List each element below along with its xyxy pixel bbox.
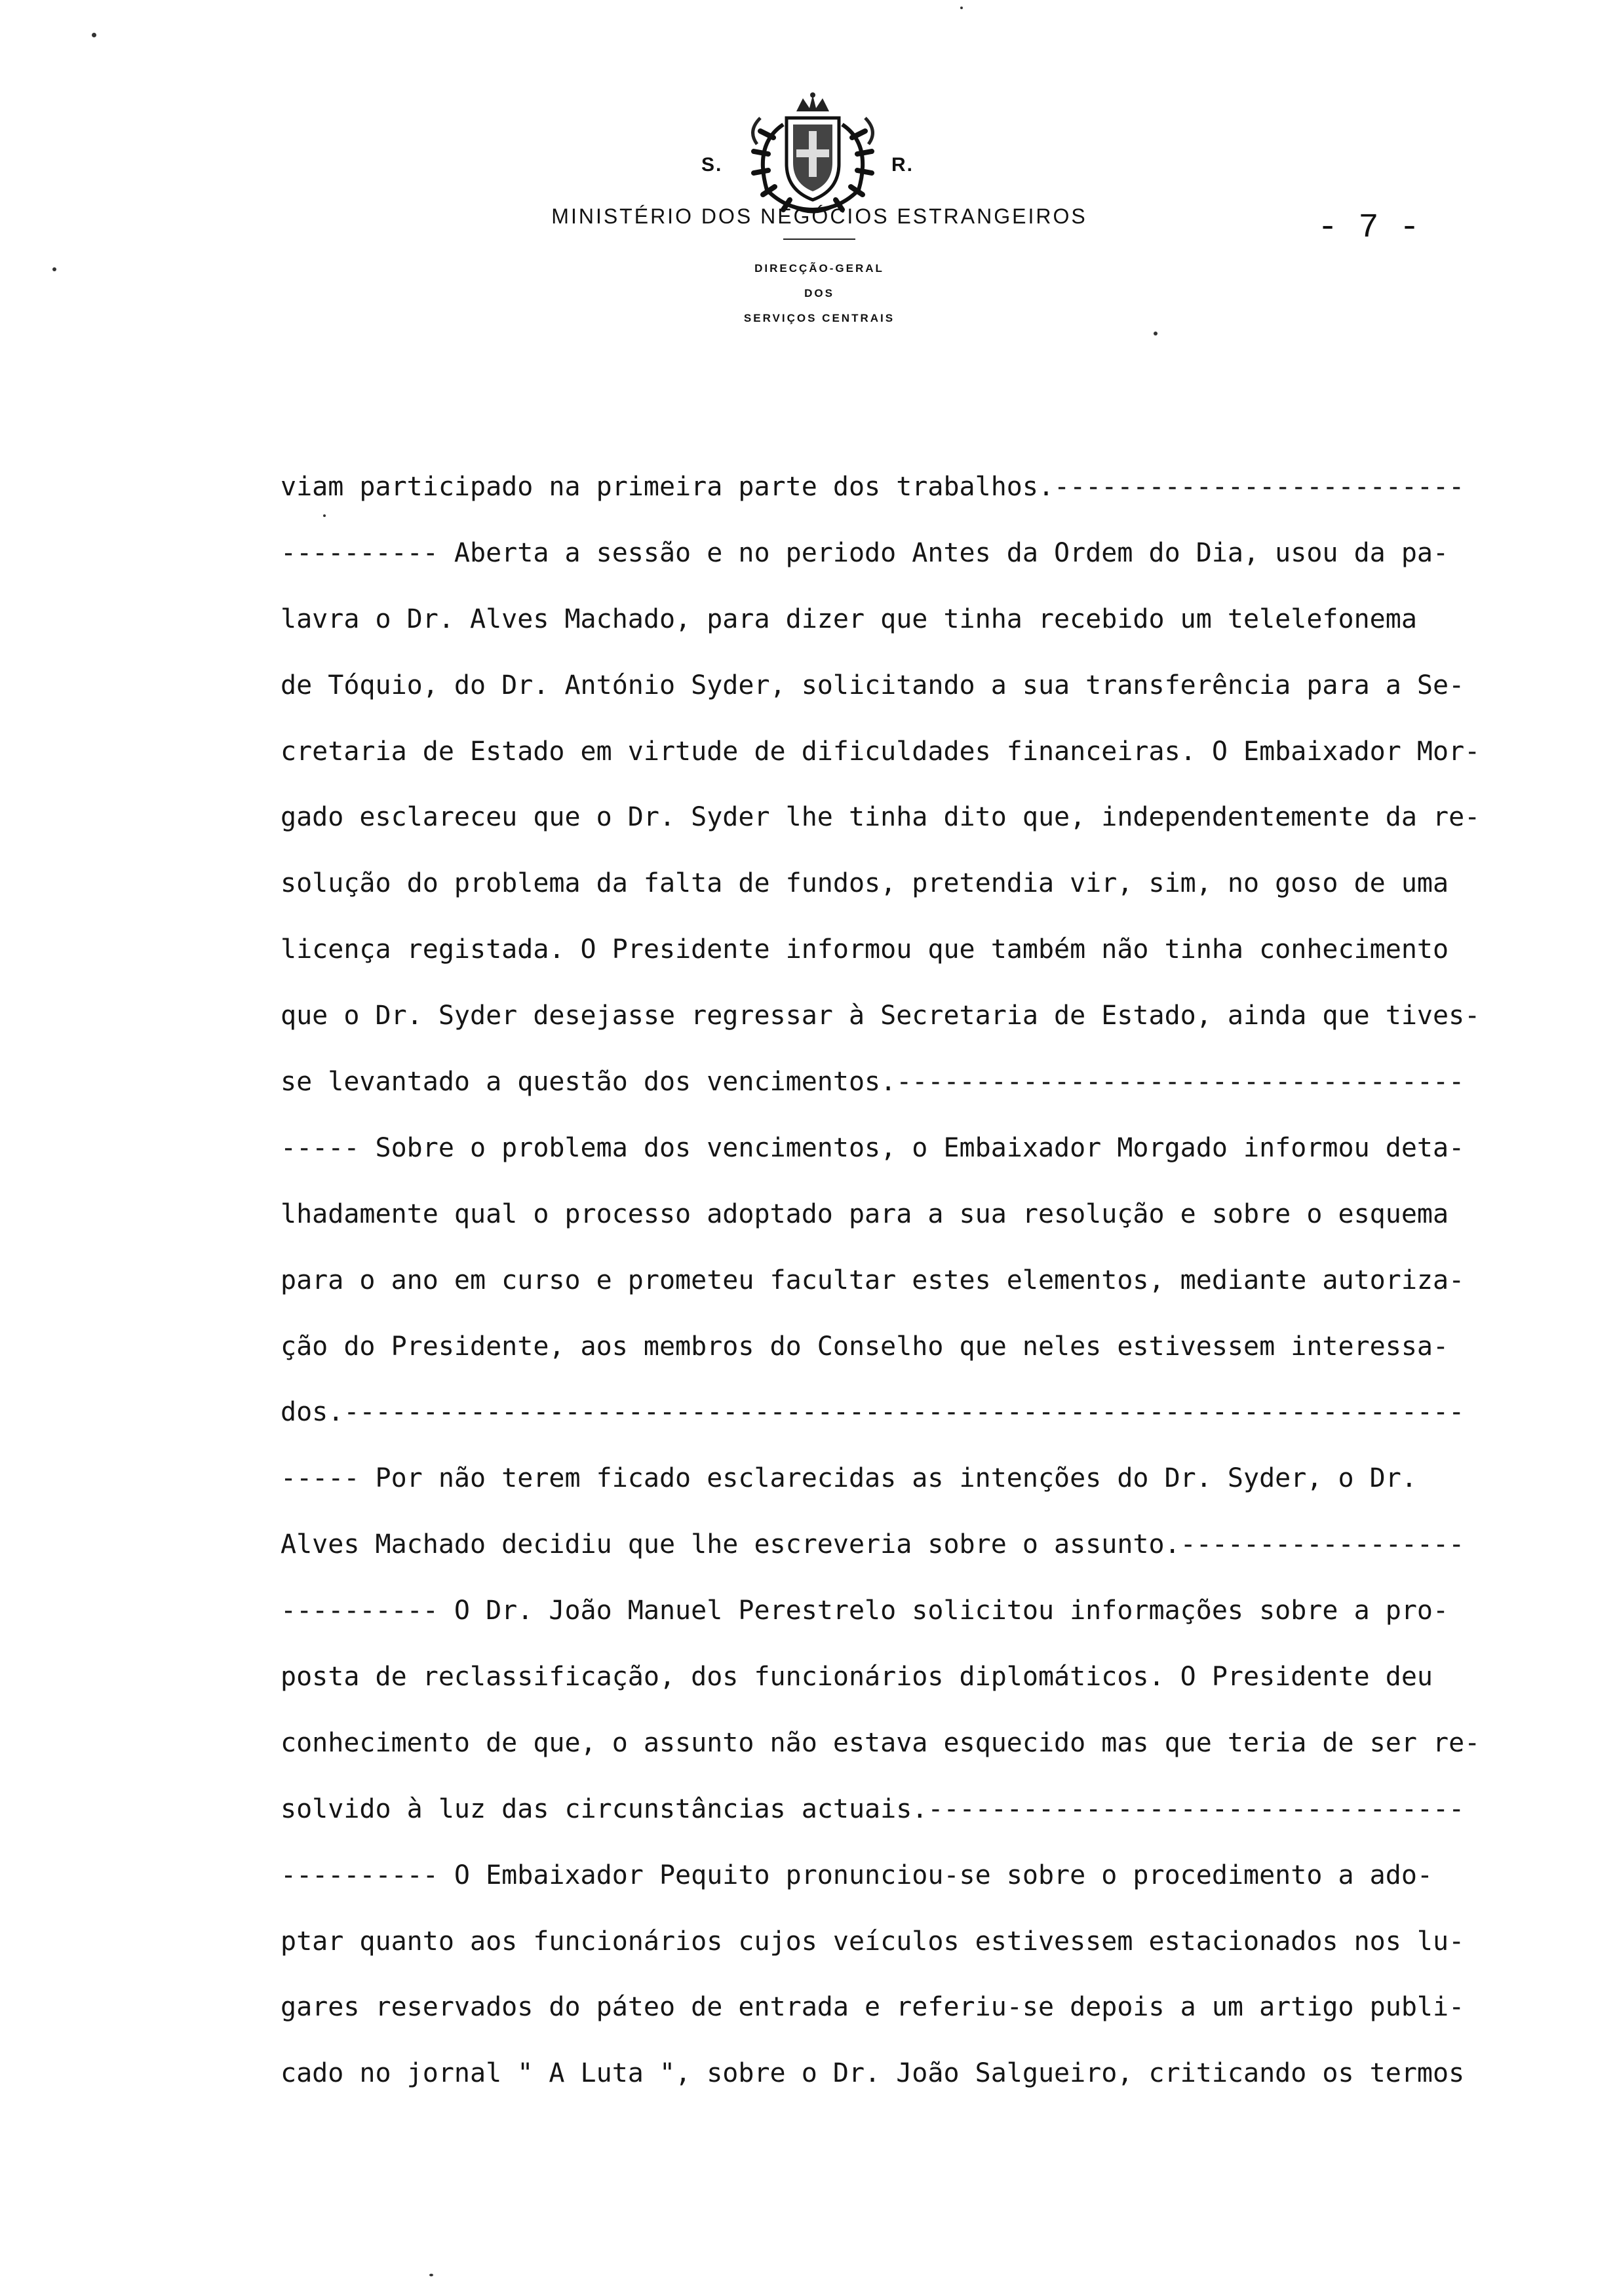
department-line: SERVIÇOS CENTRAIS <box>743 312 895 324</box>
text-line: ---------- Aberta a sessão e no periodo Antes da Ordem do Dia, usou da pa- <box>281 537 1449 568</box>
scan-speck <box>1154 332 1158 335</box>
text-line: cretaria de Estado em virtude de dificuldades financeiras. O Embaixador Mor- <box>281 736 1481 767</box>
right-initial: R. <box>891 154 914 176</box>
page-number: - 7 - <box>1317 208 1420 247</box>
text-line: posta de reclassificação, dos funcionários diplomáticos. O Presidente deu <box>281 1662 1433 1693</box>
scan-speck <box>429 2274 433 2276</box>
text-line: solução do problema da falta de fundos, pretendia vir, sim, no goso de uma <box>281 868 1449 899</box>
minutes-body <box>281 454 1546 2107</box>
left-initial: S. <box>701 154 723 176</box>
ministry-name: MINISTÉRIO DOS NEGÓCIOS ESTRANGEIROS <box>551 204 1087 228</box>
coat-of-arms-icon <box>741 92 885 216</box>
text-line: viam participado na primeira parte dos trabalhos.-------------------------- <box>281 472 1465 502</box>
scan-speck <box>323 514 326 517</box>
department-line: DOS <box>804 287 834 299</box>
text-line: licença registada. O Presidente informou que também não tinha conhecimento <box>281 934 1449 965</box>
scan-speck <box>92 33 96 37</box>
text-line: se levantado a questão dos vencimentos.------------------------------------ <box>281 1067 1465 1098</box>
letterhead-rule <box>783 239 855 240</box>
text-line: ptar quanto aos funcionários cujos veículos estivessem estacionados nos lu- <box>281 1926 1465 1957</box>
text-line: lavra o Dr. Alves Machado, para dizer que tinha recebido um telelefonema <box>281 603 1417 634</box>
text-line: ----- Sobre o problema dos vencimentos, o Embaixador Morgado informou deta- <box>281 1132 1465 1163</box>
text-line: gares reservados do páteo de entrada e referiu-se depois a um artigo publi- <box>281 1992 1465 2023</box>
letterhead <box>459 79 1180 354</box>
text-line: ---------- O Dr. João Manuel Perestrelo solicitou informações sobre a pro- <box>281 1596 1449 1626</box>
text-line: lhadamente qual o processo adoptado para a sua resolução e sobre o esquema <box>281 1198 1449 1229</box>
text-line: ção do Presidente, aos membros do Conselho que neles estivessem interessa- <box>281 1331 1449 1362</box>
crest-row <box>459 92 1180 223</box>
text-line: para o ano em curso e prometeu facultar estes elementos, mediante autoriza- <box>281 1265 1465 1295</box>
text-line: gado esclareceu que o Dr. Syder lhe tinha dito que, independentemente da re- <box>281 802 1481 833</box>
text-line: ---------- O Embaixador Pequito pronunciou-se sobre o procedimento a ado- <box>281 1860 1433 1890</box>
text-line: cado no jornal " A Luta ", sobre o Dr. João Salgueiro, criticando os termos <box>281 2058 1465 2089</box>
scan-speck <box>960 7 963 9</box>
text-line: dos.----------------------------------------------------------------------- <box>281 1397 1465 1428</box>
text-line: Alves Machado decidiu que lhe escreveria sobre o assunto.------------------ <box>281 1529 1465 1560</box>
text-line: que o Dr. Syder desejasse regressar à Secretaria de Estado, ainda que tives- <box>281 1001 1481 1031</box>
scan-speck <box>52 267 56 271</box>
department-line: DIRECÇÃO-GERAL <box>754 262 884 275</box>
text-line: conhecimento de que, o assunto não estava esquecido mas que teria de ser re- <box>281 1727 1481 1758</box>
text-line: de Tóquio, do Dr. António Syder, solicitando a sua transferência para a Se- <box>281 670 1465 700</box>
text-line: ----- Por não terem ficado esclarecidas as intenções do Dr. Syder, o Dr. <box>281 1463 1417 1494</box>
text-line: solvido à luz das circunstâncias actuais.---------------------------------- <box>281 1793 1465 1824</box>
